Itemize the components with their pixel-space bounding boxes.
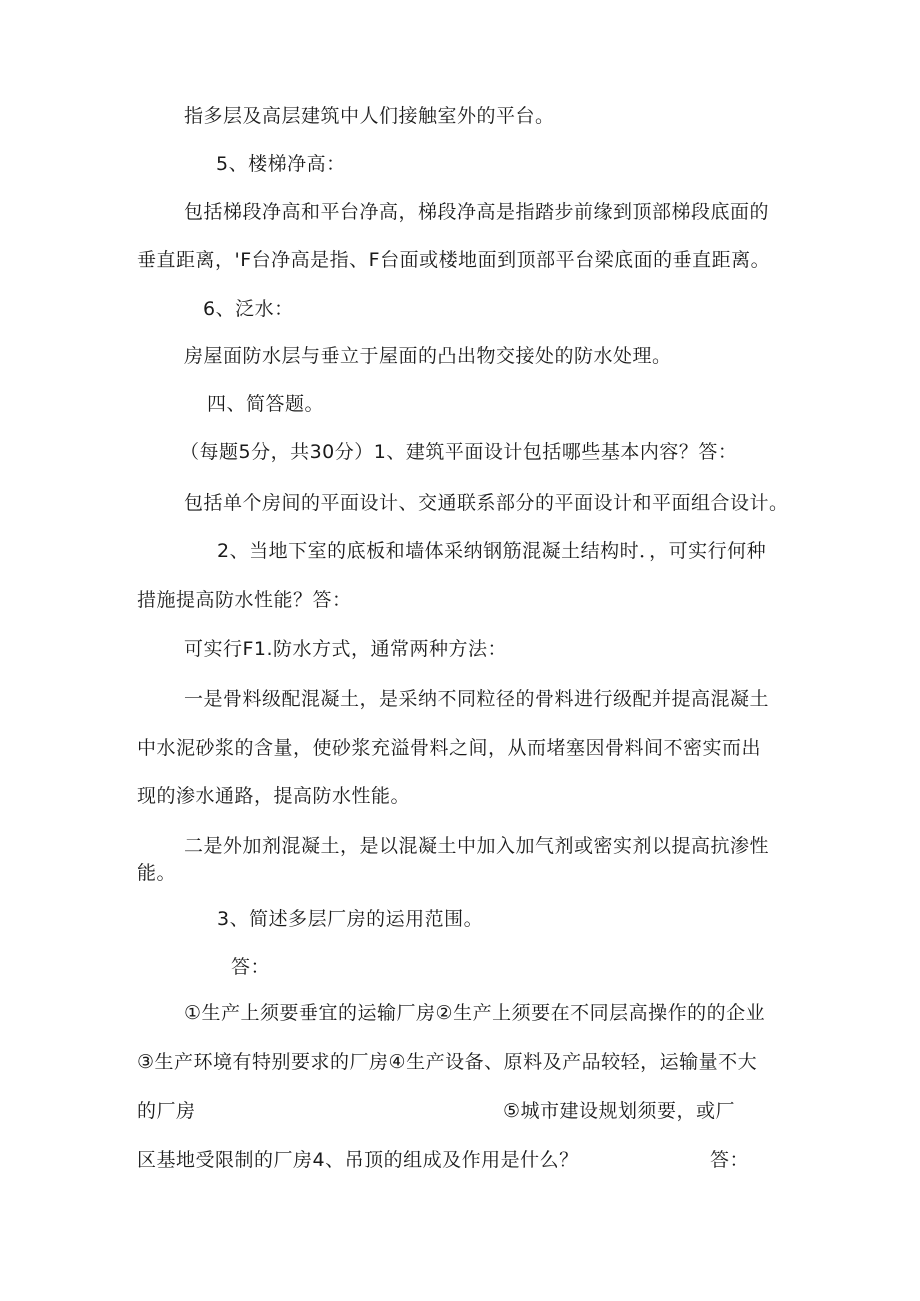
answer-2-method-2-line-2: 能。 <box>137 862 177 884</box>
answer-2-method-2-line-1: 二是外加剂混凝土，是以混凝土中加入加气剂或密实剂以提高抗渗性 <box>184 835 770 857</box>
answer-3-line-4: 区基地受限制的厂房4、吊顶的组成及作用是什么？ <box>137 1149 579 1171</box>
answer-2-intro: 可实行F1.防水方式，通常两种方法： <box>184 638 508 660</box>
answer-3-line-2: ③生产环境有特别要求的厂房④生产设备、原料及产品较轻，运输量不大 <box>137 1051 758 1073</box>
answer-2-method-1-line-2: 中水泥砂浆的含量，使砂浆充溢骨料之间，从而堵塞因骨料间不密实而出 <box>137 737 762 759</box>
text-line-4: 垂直距离，'F台净高是指、F台面或楼地面到顶部平台梁底面的垂直距离。 <box>137 249 771 271</box>
answer-2-method-1-line-1: 一是骨料级配混凝土，是采纳不同粒径的骨料进行级配并提高混凝土 <box>184 688 770 710</box>
answer-4-label: 答： <box>710 1149 750 1171</box>
heading-stair-clearance: 5、楼梯净高： <box>216 153 346 175</box>
answer-3-line-1: ①生产上须要垂宜的运输厂房②生产上须要在不同层高操作的的企业 <box>184 1002 766 1024</box>
answer-1: 包括单个房间的平面设计、交通联系部分的平面设计和平面组合设计。 <box>184 492 789 514</box>
text-line-1: 指多层及高层建筑中人们接触室外的平台。 <box>184 105 555 127</box>
answer-3-label: 答： <box>231 956 271 978</box>
answer-3-line-3-left: 的厂房 <box>137 1100 196 1122</box>
heading-flashing: 6、泛水： <box>203 298 294 320</box>
section-heading: 四、简答题。 <box>207 393 325 415</box>
question-2-line-1: 2、当地下室的底板和墙体采纳钢筋混凝土结构时．，可实行何种 <box>217 540 767 562</box>
answer-2-method-1-line-3: 现的渗水通路，提高防水性能。 <box>137 785 411 807</box>
question-3: 3、简述多层厂房的运用范围。 <box>217 908 484 930</box>
answer-3-line-3-right: ⑤城市建设规划须要，或厂 <box>503 1100 736 1122</box>
question-2-line-2: 措施提高防水性能？答： <box>137 589 352 611</box>
text-line-3: 包括梯段净高和平台净高，梯段净高是指踏步前缘到顶部梯段底面的 <box>184 201 770 223</box>
text-line-6: 房屋面防水层与垂立于屋面的凸出物交接处的防水处理。 <box>184 345 672 367</box>
question-1: （每题5分，共30分）1、建筑平面设计包括哪些基本内容？答： <box>180 441 738 463</box>
